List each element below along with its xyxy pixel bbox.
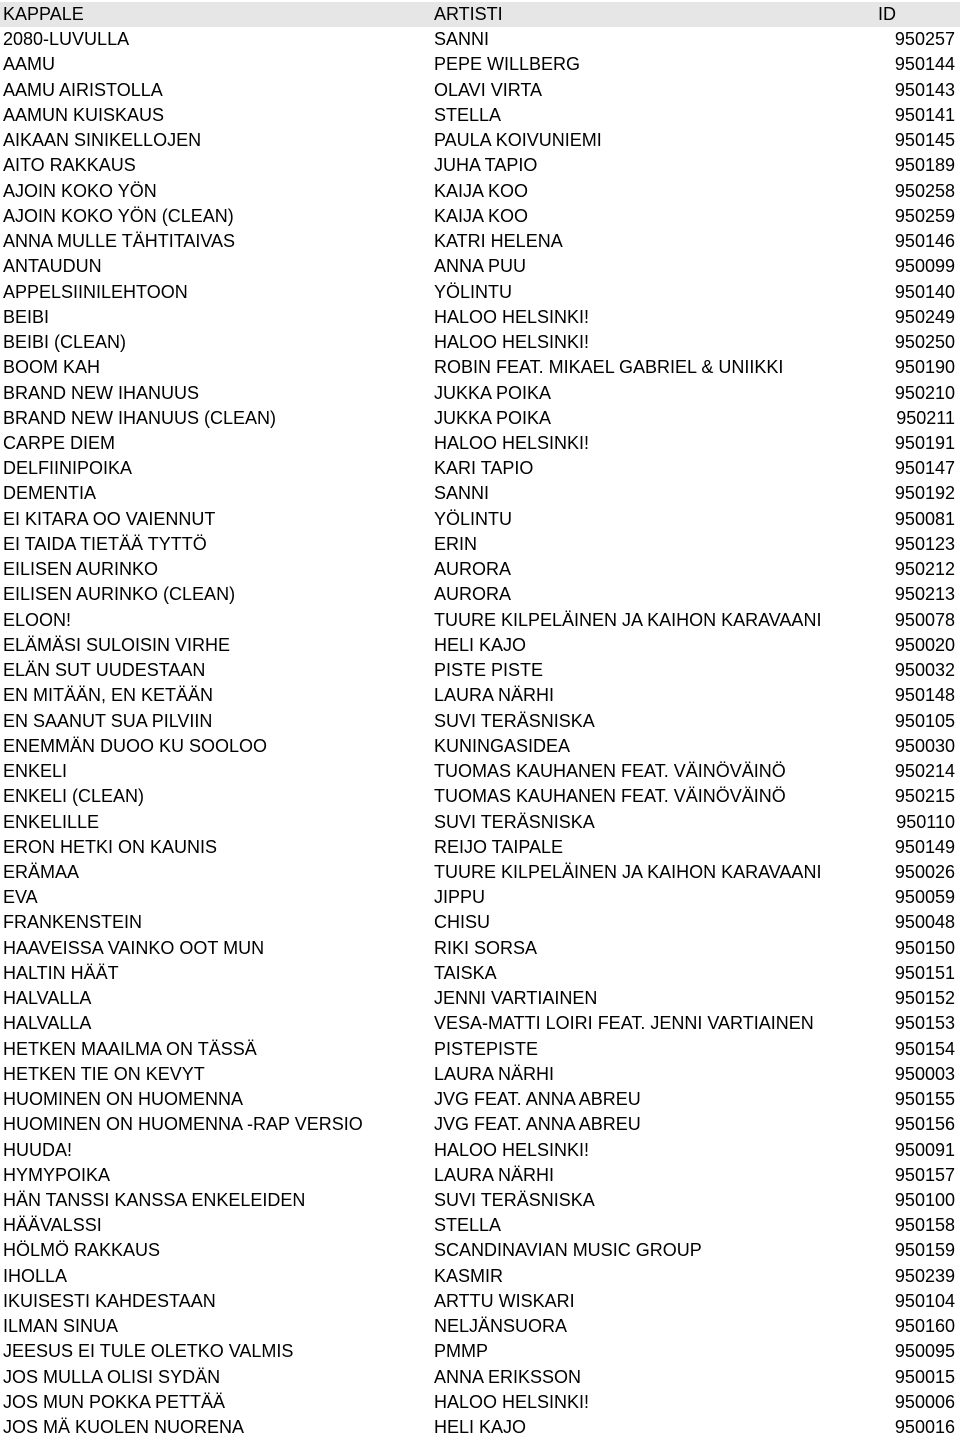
id-cell: 950140 xyxy=(894,281,955,302)
column-header-artist: ARTISTI xyxy=(434,4,503,24)
id-cell: 950006 xyxy=(894,1391,955,1412)
table-row xyxy=(0,1415,960,1440)
song-cell: ENKELI xyxy=(3,761,68,782)
table-row xyxy=(0,1238,960,1263)
table-row xyxy=(0,305,960,330)
table-row xyxy=(0,734,960,759)
id-cell: 950259 xyxy=(894,205,955,226)
artist-cell: KARI TAPIO xyxy=(434,458,534,479)
song-cell: EN SAANUT SUA PILVIIN xyxy=(3,710,213,731)
artist-cell: SUVI TERÄSNISKA xyxy=(434,811,595,832)
table-row xyxy=(0,1037,960,1062)
artist-cell: PISTE PISTE xyxy=(434,660,544,681)
song-cell: HUOMINEN ON HUOMENNA xyxy=(3,1089,244,1110)
song-cell: BOOM KAH xyxy=(3,357,101,378)
song-cell: AITO RAKKAUS xyxy=(3,155,136,176)
song-table xyxy=(0,2,960,1440)
song-cell: HALVALLA xyxy=(3,1013,92,1034)
id-cell: 950100 xyxy=(894,1190,955,1211)
table-row xyxy=(0,507,960,532)
table-row xyxy=(0,179,960,204)
table-row xyxy=(0,683,960,708)
artist-cell: ARTTU WISKARI xyxy=(434,1290,575,1311)
song-cell: ELÄN SUT UUDESTAAN xyxy=(3,660,206,681)
song-cell: BRAND NEW IHANUUS xyxy=(3,382,200,403)
song-cell: ERÄMAA xyxy=(3,861,80,882)
artist-cell: YÖLINTU xyxy=(434,508,513,529)
song-cell: FRANKENSTEIN xyxy=(3,912,143,933)
table-header xyxy=(0,2,960,27)
id-cell: 950104 xyxy=(894,1290,955,1311)
id-cell: 950155 xyxy=(894,1089,955,1110)
song-cell: 2080-LUVULLA xyxy=(3,29,130,50)
table-row xyxy=(0,1213,960,1238)
table-row xyxy=(0,78,960,103)
id-cell: 950158 xyxy=(894,1215,955,1236)
artist-cell: TUURE KILPELÄINEN JA KAIHON KARAVAANI xyxy=(434,609,822,630)
artist-cell: HALOO HELSINKI! xyxy=(434,1139,590,1160)
id-cell: 950105 xyxy=(894,710,955,731)
song-cell: AAMU xyxy=(3,54,56,75)
artist-cell: TUURE KILPELÄINEN JA KAIHON KARAVAANI xyxy=(434,861,822,882)
table-row xyxy=(0,1390,960,1415)
table-row xyxy=(0,986,960,1011)
table-row xyxy=(0,860,960,885)
song-cell: EILISEN AURINKO (CLEAN) xyxy=(3,584,236,605)
table-row xyxy=(0,1339,960,1364)
table-row xyxy=(0,633,960,658)
artist-cell: AURORA xyxy=(434,559,512,580)
id-cell: 950159 xyxy=(894,1240,955,1261)
song-cell: DEMENTIA xyxy=(3,483,97,504)
artist-cell: HALOO HELSINKI! xyxy=(434,1391,590,1412)
id-cell: 950258 xyxy=(894,180,955,201)
artist-cell: CHISU xyxy=(434,912,491,933)
id-cell: 950153 xyxy=(894,1013,955,1034)
table-row xyxy=(0,759,960,784)
song-cell: ANTAUDUN xyxy=(3,256,102,277)
song-cell: AJOIN KOKO YÖN (CLEAN) xyxy=(3,205,234,226)
song-cell: HUOMINEN ON HUOMENNA -RAP VERSIO xyxy=(3,1114,363,1135)
artist-cell: ANNA PUU xyxy=(434,256,527,277)
id-cell: 950059 xyxy=(894,887,955,908)
song-cell: HÖLMÖ RAKKAUS xyxy=(3,1240,161,1261)
id-cell: 950147 xyxy=(894,458,955,479)
id-cell: 950213 xyxy=(894,584,955,605)
song-cell: HETKEN MAAILMA ON TÄSSÄ xyxy=(3,1038,257,1059)
artist-cell: KAIJA KOO xyxy=(434,205,529,226)
id-cell: 950032 xyxy=(894,660,955,681)
artist-cell: OLAVI VIRTA xyxy=(434,79,543,100)
table-row xyxy=(0,1289,960,1314)
id-cell: 950249 xyxy=(894,306,955,327)
table-row xyxy=(0,1138,960,1163)
table-row xyxy=(0,1188,960,1213)
artist-cell: ERIN xyxy=(434,533,478,554)
song-cell: HALVALLA xyxy=(3,988,92,1009)
artist-cell: RIKI SORSA xyxy=(434,937,538,958)
table-row xyxy=(0,1011,960,1036)
song-cell: HÄÄVALSSI xyxy=(3,1215,102,1236)
artist-cell: HALOO HELSINKI! xyxy=(434,332,590,353)
table-row xyxy=(0,481,960,506)
song-cell: AJOIN KOKO YÖN xyxy=(3,180,157,201)
artist-cell: HALOO HELSINKI! xyxy=(434,432,590,453)
id-cell: 950003 xyxy=(894,1063,955,1084)
id-cell: 950143 xyxy=(894,79,955,100)
table-row xyxy=(0,1314,960,1339)
artist-cell: SCANDINAVIAN MUSIC GROUP xyxy=(434,1240,702,1261)
id-cell: 950020 xyxy=(894,634,955,655)
song-cell: IHOLLA xyxy=(3,1265,68,1286)
id-cell: 950157 xyxy=(894,1164,955,1185)
id-cell: 950030 xyxy=(894,735,955,756)
song-cell: ILMAN SINUA xyxy=(3,1316,119,1337)
id-cell: 950145 xyxy=(894,130,955,151)
table-row xyxy=(0,330,960,355)
artist-cell: YÖLINTU xyxy=(434,281,513,302)
song-cell: EI TAIDA TIETÄÄ TYTTÖ xyxy=(3,533,207,554)
id-cell: 950152 xyxy=(894,988,955,1009)
id-cell: 950160 xyxy=(894,1316,955,1337)
id-cell: 950144 xyxy=(894,54,955,75)
artist-cell: PAULA KOIVUNIEMI xyxy=(434,130,602,151)
artist-cell: PISTEPISTE xyxy=(434,1038,539,1059)
artist-cell: LAURA NÄRHI xyxy=(434,685,555,706)
artist-cell: SANNI xyxy=(434,29,490,50)
artist-cell: TAISKA xyxy=(434,962,497,983)
artist-cell: JUKKA POIKA xyxy=(434,382,552,403)
table-row xyxy=(0,658,960,683)
song-cell: ELOON! xyxy=(3,609,72,630)
id-cell: 950239 xyxy=(894,1265,955,1286)
table-row xyxy=(0,961,960,986)
table-row xyxy=(0,936,960,961)
song-cell: EN MITÄÄN, EN KETÄÄN xyxy=(3,685,214,706)
id-cell: 950141 xyxy=(894,104,955,125)
song-cell: ENEMMÄN DUOO KU SOOLOO xyxy=(3,735,268,756)
id-cell: 950099 xyxy=(894,256,955,277)
table-row xyxy=(0,52,960,77)
table-row xyxy=(0,280,960,305)
song-cell: HAAVEISSA VAINKO OOT MUN xyxy=(3,937,265,958)
song-cell: IKUISESTI KAHDESTAAN xyxy=(3,1290,216,1311)
artist-cell: KASMIR xyxy=(434,1265,504,1286)
artist-cell: SANNI xyxy=(434,483,490,504)
artist-cell: PMMP xyxy=(434,1341,488,1362)
table-row xyxy=(0,885,960,910)
id-cell: 950048 xyxy=(894,912,955,933)
artist-cell: ANNA ERIKSSON xyxy=(434,1366,582,1387)
id-cell: 950192 xyxy=(894,483,955,504)
id-cell: 950078 xyxy=(894,609,955,630)
artist-cell: LAURA NÄRHI xyxy=(434,1063,555,1084)
song-cell: BEIBI xyxy=(3,306,50,327)
id-cell: 950214 xyxy=(894,761,955,782)
id-cell: 950095 xyxy=(894,1341,955,1362)
id-cell: 950091 xyxy=(894,1139,955,1160)
artist-cell: PEPE WILLBERG xyxy=(434,54,581,75)
column-header-id: ID xyxy=(878,4,896,24)
id-cell: 950257 xyxy=(894,29,955,50)
artist-cell: ROBIN FEAT. MIKAEL GABRIEL & UNIIKKI xyxy=(434,357,784,378)
table-row xyxy=(0,608,960,633)
song-cell: DELFIINIPOIKA xyxy=(3,458,133,479)
song-cell: ELÄMÄSI SULOISIN VIRHE xyxy=(3,634,231,655)
id-cell: 950146 xyxy=(894,231,955,252)
id-cell: 950154 xyxy=(894,1038,955,1059)
artist-cell: REIJO TAIPALE xyxy=(434,836,564,857)
song-cell: ENKELI (CLEAN) xyxy=(3,786,145,807)
song-cell: CARPE DIEM xyxy=(3,432,116,453)
song-cell: BEIBI (CLEAN) xyxy=(3,332,127,353)
id-cell: 950026 xyxy=(894,861,955,882)
column-header-song: KAPPALE xyxy=(3,4,84,24)
song-cell: JEESUS EI TULE OLETKO VALMIS xyxy=(3,1341,294,1362)
song-cell: ANNA MULLE TÄHTITAIVAS xyxy=(3,231,236,252)
song-cell: AIKAAN SINIKELLOJEN xyxy=(3,130,202,151)
table-row xyxy=(0,406,960,431)
song-cell: AAMU AIRISTOLLA xyxy=(3,79,163,100)
table-row xyxy=(0,254,960,279)
id-cell: 950215 xyxy=(894,786,955,807)
id-cell: 950150 xyxy=(894,937,955,958)
table-row xyxy=(0,128,960,153)
table-row xyxy=(0,27,960,52)
id-cell: 950016 xyxy=(894,1417,955,1438)
table-row xyxy=(0,810,960,835)
table-row xyxy=(0,355,960,380)
song-cell: HETKEN TIE ON KEVYT xyxy=(3,1063,205,1084)
artist-cell: JIPPU xyxy=(434,887,486,908)
id-cell: 950210 xyxy=(894,382,955,403)
artist-cell: AURORA xyxy=(434,584,512,605)
table-row xyxy=(0,1264,960,1289)
table-row xyxy=(0,431,960,456)
song-cell: ENKELILLE xyxy=(3,811,100,832)
artist-cell: NELJÄNSUORA xyxy=(434,1316,568,1337)
artist-cell: JUKKA POIKA xyxy=(434,407,552,428)
table-body xyxy=(0,27,960,1440)
artist-cell: JENNI VARTIAINEN xyxy=(434,988,598,1009)
table-row xyxy=(0,204,960,229)
song-cell: BRAND NEW IHANUUS (CLEAN) xyxy=(3,407,277,428)
artist-cell: TUOMAS KAUHANEN FEAT. VÄINÖVÄINÖ xyxy=(434,761,786,782)
table-row xyxy=(0,910,960,935)
song-cell: AAMUN KUISKAUS xyxy=(3,104,165,125)
artist-cell: JVG FEAT. ANNA ABREU xyxy=(434,1089,641,1110)
id-cell: 950081 xyxy=(894,508,955,529)
table-row xyxy=(0,456,960,481)
table-row xyxy=(0,229,960,254)
id-cell: 950189 xyxy=(894,155,955,176)
song-cell: JOS MULLA OLISI SYDÄN xyxy=(3,1366,221,1387)
song-cell: EI KITARA OO VAIENNUT xyxy=(3,508,216,529)
table-row xyxy=(0,153,960,178)
id-cell: 950250 xyxy=(894,332,955,353)
table-row xyxy=(0,557,960,582)
id-cell: 950156 xyxy=(894,1114,955,1135)
artist-cell: KAIJA KOO xyxy=(434,180,529,201)
song-cell: JOS MUN POKKA PETTÄÄ xyxy=(3,1391,226,1412)
song-cell: HALTIN HÄÄT xyxy=(3,962,119,983)
song-cell: APPELSIINILEHTOON xyxy=(3,281,188,302)
id-cell: 950212 xyxy=(894,559,955,580)
artist-cell: SUVI TERÄSNISKA xyxy=(434,1190,595,1211)
table-row xyxy=(0,1112,960,1137)
artist-cell: HALOO HELSINKI! xyxy=(434,306,590,327)
table-row xyxy=(0,103,960,128)
artist-cell: KATRI HELENA xyxy=(434,231,563,252)
table-row xyxy=(0,709,960,734)
artist-cell: KUNINGASIDEA xyxy=(434,735,571,756)
id-cell: 950110 xyxy=(896,811,955,832)
table-row xyxy=(0,1365,960,1390)
artist-cell: STELLA xyxy=(434,1215,502,1236)
id-cell: 950149 xyxy=(894,836,955,857)
artist-cell: LAURA NÄRHI xyxy=(434,1164,555,1185)
song-cell: HÄN TANSSI KANSSA ENKELEIDEN xyxy=(3,1190,306,1211)
table-row xyxy=(0,381,960,406)
artist-cell: HELI KAJO xyxy=(434,634,527,655)
song-cell: EVA xyxy=(3,887,38,908)
table-row xyxy=(0,1163,960,1188)
artist-cell: JVG FEAT. ANNA ABREU xyxy=(434,1114,641,1135)
artist-cell: HELI KAJO xyxy=(434,1417,527,1438)
song-cell: HUUDA! xyxy=(3,1139,73,1160)
id-cell: 950151 xyxy=(894,962,955,983)
table-row xyxy=(0,532,960,557)
song-cell: EILISEN AURINKO xyxy=(3,559,159,580)
artist-cell: SUVI TERÄSNISKA xyxy=(434,710,595,731)
id-cell: 950015 xyxy=(894,1366,955,1387)
table-row xyxy=(0,582,960,607)
table-row xyxy=(0,835,960,860)
artist-cell: TUOMAS KAUHANEN FEAT. VÄINÖVÄINÖ xyxy=(434,786,786,807)
id-cell: 950148 xyxy=(894,685,955,706)
song-cell: ERON HETKI ON KAUNIS xyxy=(3,836,218,857)
id-cell: 950123 xyxy=(894,533,955,554)
id-cell: 950190 xyxy=(894,357,955,378)
song-cell: HYMYPOIKA xyxy=(3,1164,111,1185)
song-cell: JOS MÄ KUOLEN NUORENA xyxy=(3,1417,245,1438)
id-cell: 950211 xyxy=(896,407,955,428)
artist-cell: VESA-MATTI LOIRI FEAT. JENNI VARTIAINEN xyxy=(434,1013,814,1034)
id-cell: 950191 xyxy=(894,432,955,453)
artist-cell: JUHA TAPIO xyxy=(434,155,538,176)
table-row xyxy=(0,1087,960,1112)
table-row xyxy=(0,1062,960,1087)
table-row xyxy=(0,784,960,809)
artist-cell: STELLA xyxy=(434,104,502,125)
